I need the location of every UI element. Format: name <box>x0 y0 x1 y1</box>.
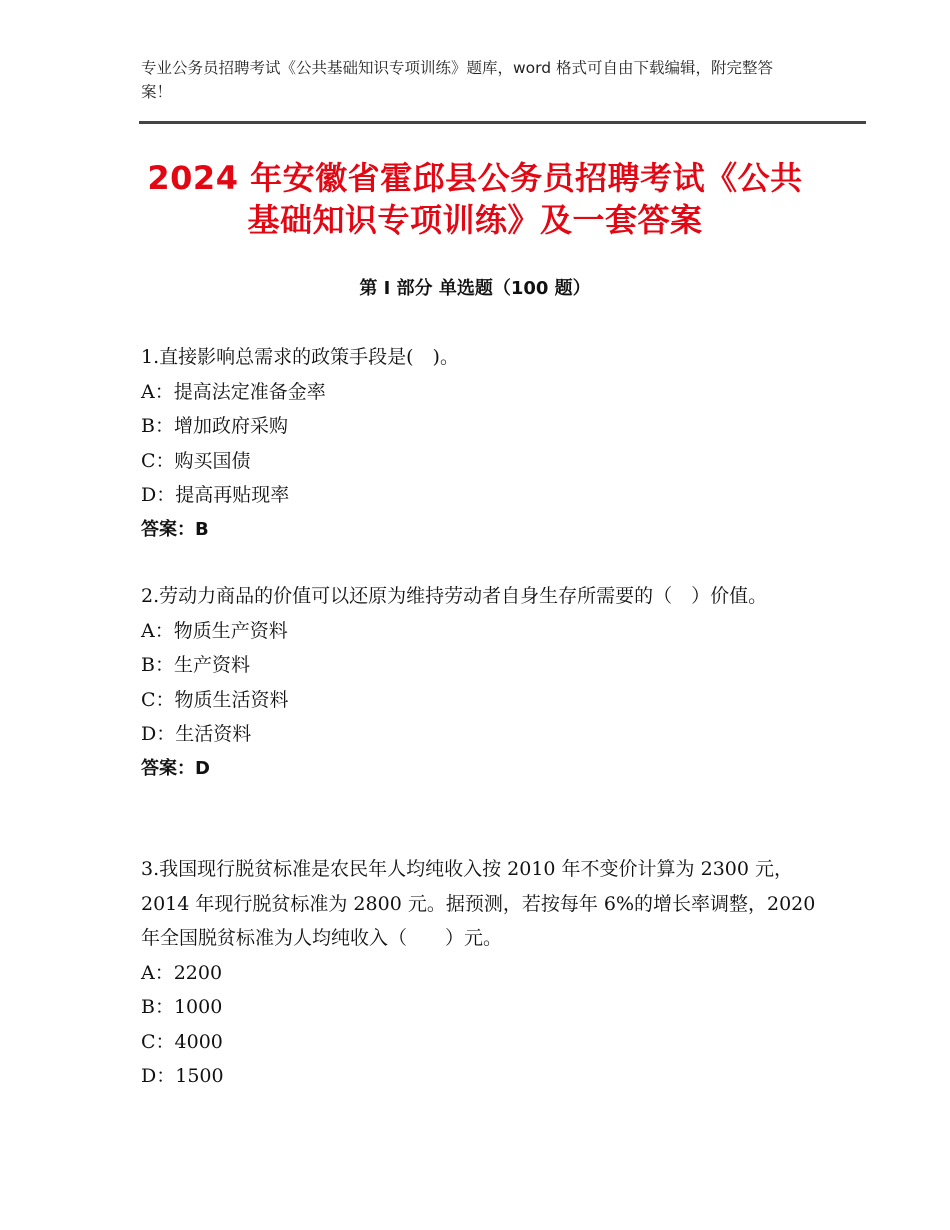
document-title <box>120 157 830 241</box>
option-b: B：增加政府采购 <box>141 415 288 437</box>
question-stem: 2.劳动力商品的价值可以还原为维持劳动者自身生存所需要的（ ）价值。 <box>141 585 768 607</box>
header-text: 专业公务员招聘考试《公共基础知识专项训练》题库，word 格式可自由下载编辑，附完整答案！ <box>141 59 774 101</box>
question-1 <box>141 340 821 547</box>
option-a: A：物质生产资料 <box>141 619 288 642</box>
title-line-2: 基础知识专项训练》及一套答案 <box>247 201 703 239</box>
question-stem: 3.我国现行脱贫标准是农民年人均纯收入按 2010 年不变价计算为 2300 元，2014 年现行脱贫标准为 2800 元。据预测，若按每年 6%的增长率调整，2020 年全国脱贫标准为人均纯收入（ ）元。 <box>141 858 816 949</box>
option-a: A：2200 <box>141 961 223 984</box>
question-2 <box>141 579 821 786</box>
option-d: D：生活资料 <box>141 723 252 745</box>
option-d: D：1500 <box>141 1065 224 1087</box>
section-heading: 第 I 部分 单选题（100 题） <box>359 278 591 299</box>
option-b: B：1000 <box>141 996 223 1018</box>
option-b: B：生产资料 <box>141 654 250 676</box>
answer-key: 答案：B <box>141 518 209 540</box>
question-stem: 1.直接影响总需求的政策手段是( )。 <box>141 346 459 368</box>
option-d: D：提高再贴现率 <box>141 484 290 506</box>
page-header <box>141 56 801 104</box>
option-c: C：4000 <box>141 1030 223 1053</box>
question-3 <box>141 852 821 1094</box>
title-line-1: 2024 年安徽省霍邱县公务员招聘考试《公共 <box>147 159 803 197</box>
header-divider <box>139 121 866 124</box>
option-a: A：提高法定准备金率 <box>141 380 326 403</box>
option-c: C：物质生活资料 <box>141 688 289 711</box>
answer-key: 答案：D <box>141 757 210 779</box>
option-c: C：购买国债 <box>141 449 251 472</box>
